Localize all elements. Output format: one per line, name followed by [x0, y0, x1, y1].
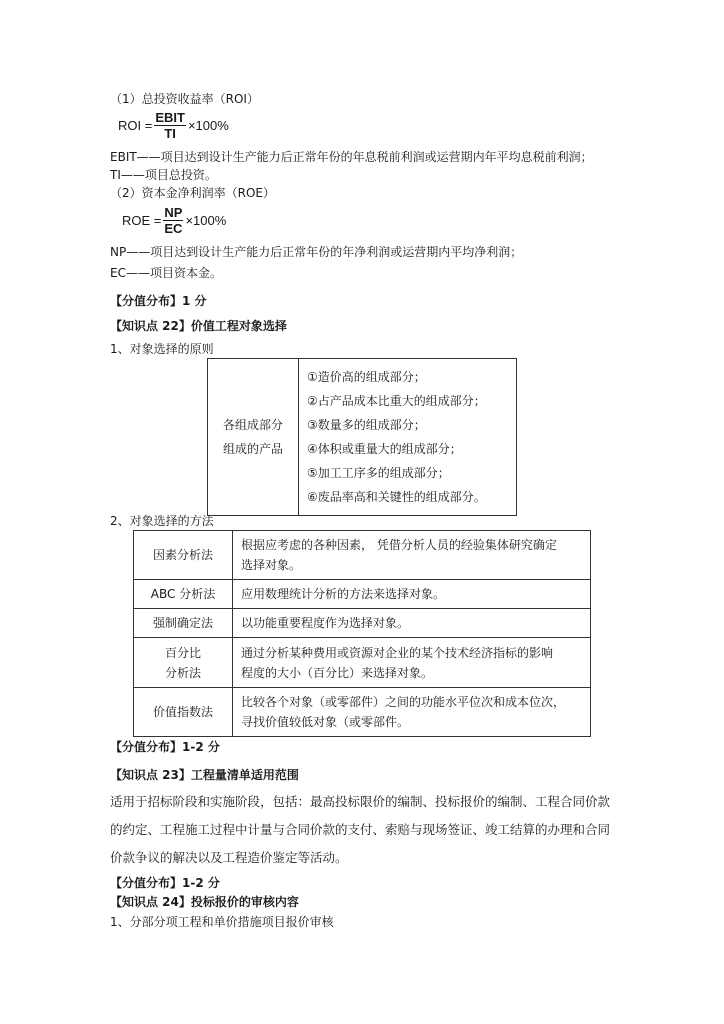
method-desc-line: 比较各个对象（或零部件）之间的功能水平位次和成本位次，: [241, 695, 566, 709]
method-name: 强制确定法: [134, 609, 233, 638]
score-1: 【分值分布】1 分: [110, 294, 207, 308]
kp23-line: 价款争议的解决以及工程造价鉴定等活动。: [110, 850, 348, 865]
method-desc-line: 寻找价值较低对象（或零部件。: [241, 715, 410, 729]
roe-def-ec: EC——项目资本金。: [110, 266, 222, 280]
principle-item: ①造价高的组成部分；: [307, 370, 426, 384]
principles-left-cell: [208, 359, 299, 516]
principle-item: ③数量多的组成部分；: [307, 418, 426, 432]
method-row: [134, 609, 591, 638]
method-name: 百分比 分析法: [134, 638, 233, 688]
roi-factor: ×100%: [187, 118, 229, 133]
roe-formula-lhs: ROE =: [122, 213, 162, 228]
method-name: ABC 分析法: [134, 580, 233, 609]
method-row: [134, 688, 591, 737]
method-desc-line: 以功能重要程度作为选择对象。: [241, 616, 410, 630]
kp23-paragraph: [110, 788, 650, 872]
method-desc: [233, 580, 591, 609]
method-name: 价值指数法: [134, 688, 233, 737]
kp22-sub2: 2、对象选择的方法: [110, 514, 214, 528]
kp24-title: 【知识点 24】投标报价的审核内容: [110, 895, 299, 909]
kp22-title: 【知识点 22】价值工程对象选择: [110, 319, 287, 333]
roi-def-ebit: EBIT——项目达到设计生产能力后正常年份的年息税前利润或运营期内年平均息税前利润；: [110, 150, 593, 164]
principle-item: ②占产品成本比重大的组成部分；: [307, 394, 486, 408]
principle-item: ④体积或重量大的组成部分；: [307, 442, 462, 456]
roe-def-np: NP——项目达到设计生产能力后正常年份的年净利润或运营期内平均净利润；: [110, 245, 523, 259]
method-desc: [233, 688, 591, 737]
method-desc-line: 应用数理统计分析的方法来选择对象。: [241, 587, 446, 601]
score-2: 【分值分布】1-2 分: [110, 740, 220, 754]
roe-heading: （2）资本金净利润率（ROE）: [110, 186, 276, 200]
roe-fraction: [163, 205, 183, 236]
principles-left-line: 各组成部分: [222, 418, 283, 432]
method-name: 因素分析法: [134, 531, 233, 580]
method-row: [134, 638, 591, 688]
kp23-title: 【知识点 23】工程量清单适用范围: [110, 768, 299, 782]
roi-def-ti: TI——项目总投资。: [110, 168, 217, 182]
method-desc-line: 通过分析某种费用或资源对企业的某个技术经济指标的影响: [241, 645, 554, 660]
roe-numerator: NP: [164, 205, 183, 220]
method-row: [134, 580, 591, 609]
roi-denominator: TI: [164, 126, 176, 141]
roi-formula-lhs: ROI =: [118, 118, 153, 133]
roi-fraction: [154, 110, 186, 141]
method-desc-line: 根据应考虑的各种因素， 凭借分析人员的经验集体研究确定: [241, 538, 557, 552]
roe-formula: [122, 205, 226, 236]
kp23-line: 适用于招标阶段和实施阶段，包括：最高投标限价的编制、投标报价的编制、工程合同价款: [110, 794, 611, 809]
principles-table: [207, 358, 517, 516]
roi-formula: [118, 110, 229, 141]
principle-item: ⑥废品率高和关键性的组成部分。: [307, 490, 486, 504]
kp23-line: 的约定、工程施工过程中计量与合同价款的支付、索赔与现场签证、竣工结算的办理和合同: [110, 822, 611, 837]
method-desc: [233, 531, 591, 580]
method-desc-line: 选择对象。: [241, 558, 302, 572]
method-desc: [233, 609, 591, 638]
method-row: [134, 531, 591, 580]
principle-item: ⑤加工工序多的组成部分；: [307, 466, 450, 480]
principles-right-cell: [299, 359, 517, 516]
method-desc-line: 程度的大小（百分比）来选择对象。: [241, 665, 434, 680]
principles-left-line: 组成的产品: [222, 442, 283, 456]
method-desc: [233, 638, 591, 688]
score-3: 【分值分布】1-2 分: [110, 876, 220, 890]
roi-heading: （1）总投资收益率（ROI）: [110, 92, 259, 106]
roe-denominator: EC: [164, 221, 183, 236]
kp24-sub1: 1、分部分项工程和单价措施项目报价审核: [110, 915, 334, 929]
roi-numerator: EBIT: [155, 110, 185, 125]
methods-table: [133, 530, 591, 737]
roe-factor: ×100%: [185, 213, 227, 228]
kp22-sub1: 1、对象选择的原则: [110, 342, 214, 356]
